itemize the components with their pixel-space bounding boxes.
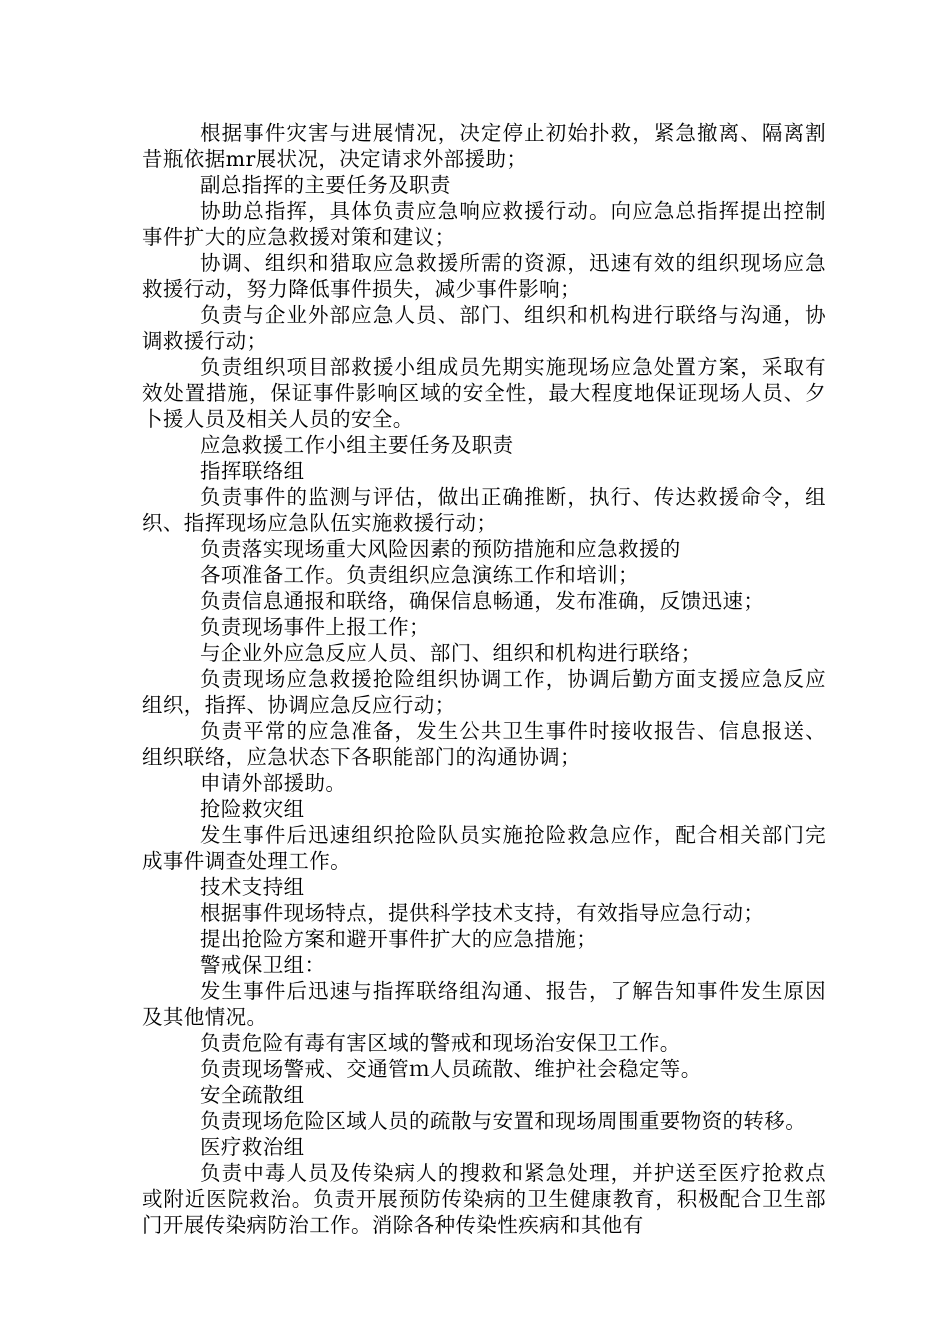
paragraph: 发生事件后迅速与指挥联络组沟通、报告，了解告知事件发生原因及其他情况。 (142, 979, 826, 1029)
paragraph: 负责中毒人员及传染病人的搜救和紧急处理，并护送至医疗抢救点或附近医院救治。负责开展预防传染病的卫生健康教育，积极配合卫生部门开展传染病防治工作。消除各种传染性疾病和其他有 (142, 1161, 826, 1237)
paragraph: 提出抢险方案和避开事件扩大的应急措施； (200, 927, 598, 951)
section-heading: 应急救援工作小组主要任务及职责 (200, 433, 514, 457)
paragraph: 负责落实现场重大风险因素的预防措施和应急救援的 (200, 537, 681, 561)
section-heading: 医疗救治组 (200, 1135, 305, 1159)
paragraph: 协调、组织和猎取应急救援所需的资源，迅速有效的组织现场应急救援行动，努力降低事件损失，减少事件影响； (142, 251, 826, 301)
paragraph: 各项准备工作。负责组织应急演练工作和培训； (200, 563, 639, 587)
paragraph: 负责信息通报和联络，确保信息畅通，发布准确，反馈迅速； (200, 589, 765, 613)
section-heading: 警戒保卫组： (200, 953, 326, 977)
paragraph: 负责平常的应急准备，发生公共卫生事件时接收报告、信息报送、组织联络，应急状态下各职能部门的沟通协调； (142, 719, 826, 769)
paragraph: 负责现场警戒、交通管ｍ人员疏散、维护社会稳定等。 (200, 1057, 702, 1081)
paragraph: 负责现场事件上报工作； (200, 615, 430, 639)
paragraph: 负责危险有毒有害区域的警戒和现场治安保卫工作。 (200, 1031, 681, 1055)
paragraph: 负责与企业外部应急人员、部门、组织和机构进行联络与沟通，协调救援行动； (142, 303, 826, 353)
paragraph: 负责事件的监测与评估，做出正确推断，执行、传达救援命令，组织、指挥现场应急队伍实施救援行动； (142, 485, 826, 535)
paragraph: 协助总指挥，具体负责应急响应救援行动。向应急总指挥提出控制事件扩大的应急救援对策和建议； (142, 199, 826, 249)
section-heading: 副总指挥的主要任务及职责 (200, 173, 451, 197)
section-heading: 指挥联络组 (200, 459, 305, 483)
paragraph: 根据事件灾害与进展情况，决定停止初始扑救，紧急撤离、隔离割昔瓶依据mr展状况，决定请求外部援助； (142, 121, 826, 171)
paragraph: 与企业外应急反应人员、部门、组织和机构进行联络； (200, 641, 702, 665)
paragraph: 负责组织项目部救援小组成员先期实施现场应急处置方案，采取有效处置措施，保证事件影响区域的安全性，最大程度地保证现场人员、夕卜援人员及相关人员的安全。 (142, 355, 826, 431)
paragraph: 发生事件后迅速组织抢险队员实施抢险救急应作，配合相关部门完成事件调查处理工作。 (142, 823, 826, 873)
document-body (142, 120, 826, 1238)
section-heading: 技术支持组 (200, 875, 305, 899)
paragraph: 负责现场应急救援抢险组织协调工作，协调后勤方面支援应急反应组织，指挥、协调应急反应行动； (142, 667, 826, 717)
section-heading: 安全疏散组 (200, 1083, 305, 1107)
paragraph: 申请外部援助。 (200, 771, 347, 795)
paragraph: 负责现场危险区域人员的疏散与安置和现场周围重要物资的转移。 (200, 1109, 807, 1133)
paragraph: 根据事件现场特点，提供科学技术支持，有效指导应急行动； (200, 901, 765, 925)
section-heading: 抢险救灾组 (200, 797, 305, 821)
